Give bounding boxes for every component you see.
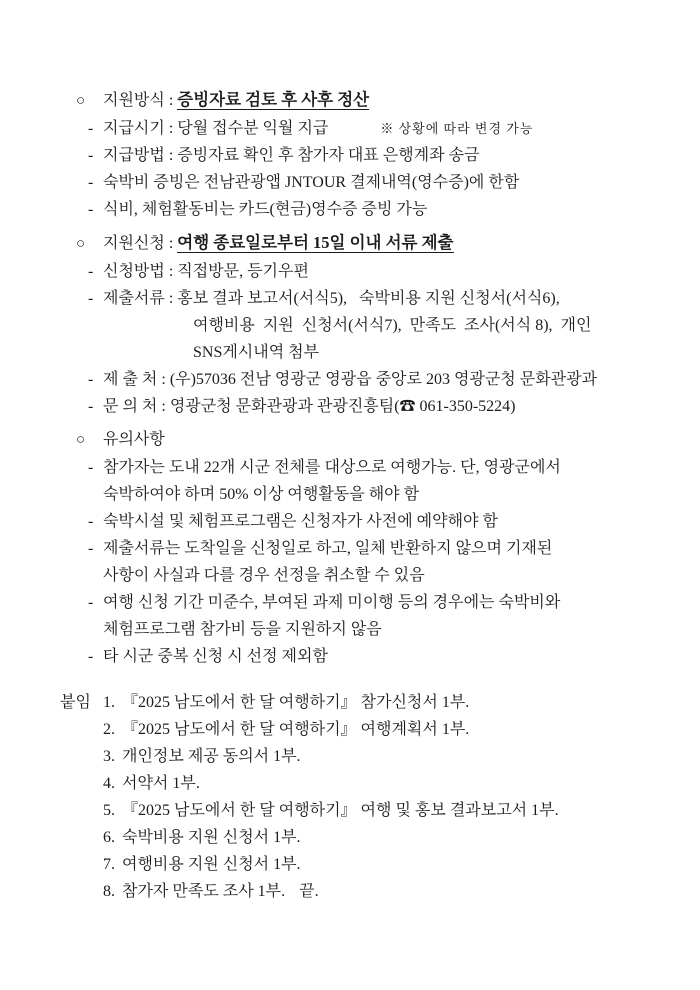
attachment-number: 2. — [103, 721, 115, 738]
section-heading-notes — [76, 426, 700, 454]
list-item-meal-proof — [88, 196, 700, 223]
continuation-line — [103, 562, 700, 589]
attachment-text: 『2025 남도에서 한 달 여행하기』 여행계획서 1부. — [122, 721, 470, 738]
continuation-line — [103, 616, 700, 643]
section-notes-label: 유의사항 — [103, 431, 165, 448]
document-end-mark: 끝. — [299, 883, 319, 900]
attachment-text: 『2025 남도에서 한 달 여행하기』 참가신청서 1부. — [122, 694, 470, 711]
section-heading-method — [76, 86, 700, 115]
continuation-line — [103, 481, 700, 508]
section-apply-emphasis: 여행 종료일로부터 15일 이내 서류 제출 — [177, 233, 454, 252]
list-item-text: 식비, 체험활동비는 카드(현금)영수증 증빙 가능 — [103, 201, 428, 218]
list-item-text: 숙박시설 및 체험프로그램은 신청자가 사전에 예약해야 함 — [103, 513, 498, 530]
dash-bullet: - — [88, 513, 94, 530]
list-item-text: 여행비용 지원 신청서(서식7), 만족도 조사(서식 8), 개인 — [193, 317, 592, 334]
section-method-label: 지원방식 : — [103, 92, 178, 109]
circle-bullet-icon: ○ — [76, 432, 86, 448]
list-item-submit-address — [88, 366, 700, 393]
attachment-number: 1. — [103, 694, 115, 711]
list-item-apply-method — [88, 258, 700, 285]
dash-bullet: - — [88, 201, 94, 218]
list-item-contact — [88, 393, 700, 420]
list-item-lodging-proof — [88, 169, 700, 196]
list-item-reservation — [88, 508, 700, 535]
list-item-text: 여행 신청 기간 미준수, 부여된 과제 미이행 등의 경우에는 숙박비와 — [103, 594, 561, 611]
attachment-item — [103, 797, 700, 824]
document-content — [0, 86, 700, 905]
section-apply-label: 지원신청 : — [103, 235, 178, 252]
dash-bullet: - — [88, 398, 94, 415]
change-note: ※ 상황에 따라 변경 가능 — [380, 121, 534, 136]
attachment-text: 『2025 남도에서 한 달 여행하기』 여행 및 홍보 결과보고서 1부. — [122, 802, 559, 819]
list-item-text: 숙박하여야 하며 50% 이상 여행활동을 해야 함 — [103, 486, 420, 503]
continuation-line — [193, 339, 700, 366]
list-item-travel-scope — [88, 454, 700, 481]
attachment-item — [103, 878, 700, 905]
list-item-payment-method — [88, 142, 700, 169]
list-item-text: 제출서류 : 홍보 결과 보고서(서식5), 숙박비용 지원 신청서(서식6), — [103, 290, 560, 307]
attachment-number: 7. — [103, 856, 115, 873]
attachment-item — [103, 824, 700, 851]
attachment-number: 3. — [103, 748, 115, 765]
list-item-text: 문 의 처 : 영광군청 문화관광과 관광진흥팀(☎ 061-350-5224) — [103, 398, 516, 415]
list-item-documents — [88, 285, 700, 312]
attachment-number: 8. — [103, 883, 115, 900]
circle-bullet-icon: ○ — [76, 93, 86, 109]
attachments-label: 붙임 — [60, 694, 91, 711]
attachment-text: 숙박비용 지원 신청서 1부. — [122, 829, 301, 846]
list-item-text: 참가자는 도내 22개 시군 전체를 대상으로 여행가능. 단, 영광군에서 — [103, 459, 561, 476]
dash-bullet: - — [88, 290, 94, 307]
dash-bullet: - — [88, 594, 94, 611]
list-item-text: 체험프로그램 참가비 등을 지원하지 않음 — [103, 621, 382, 638]
attachment-text: 참가자 만족도 조사 1부. — [122, 883, 286, 900]
list-item-duplicate-exclusion — [88, 643, 700, 670]
dash-bullet: - — [88, 174, 94, 191]
list-item-payment-timing — [88, 115, 700, 142]
attachments-block — [0, 689, 700, 905]
list-item-no-return — [88, 535, 700, 562]
attachment-number: 5. — [103, 802, 115, 819]
circle-bullet-icon: ○ — [76, 236, 86, 252]
dash-bullet: - — [88, 648, 94, 665]
list-item-text: SNS게시내역 첨부 — [193, 344, 320, 361]
attachment-item — [103, 851, 700, 878]
section-heading-apply — [76, 229, 700, 258]
attachment-number: 6. — [103, 829, 115, 846]
list-item-noncompliance — [88, 589, 700, 616]
attachment-item — [103, 770, 700, 797]
dash-bullet: - — [88, 540, 94, 557]
dash-bullet: - — [88, 147, 94, 164]
attachment-item — [103, 743, 700, 770]
list-item-text: 신청방법 : 직접방문, 등기우편 — [103, 263, 309, 280]
list-item-text: 숙박비 증빙은 전남관광앱 JNTOUR 결제내역(영수증)에 한함 — [103, 174, 520, 191]
list-item-text: 타 시군 중복 신청 시 선정 제외함 — [103, 648, 328, 665]
attachment-item — [60, 689, 700, 716]
attachment-text: 개인정보 제공 동의서 1부. — [122, 748, 301, 765]
continuation-line — [193, 312, 700, 339]
attachment-text: 여행비용 지원 신청서 1부. — [122, 856, 301, 873]
attachment-number: 4. — [103, 775, 115, 792]
list-item-text: 지급방법 : 증빙자료 확인 후 참가자 대표 은행계좌 송금 — [103, 147, 480, 164]
dash-bullet: - — [88, 459, 94, 476]
list-item-text: 제출서류는 도착일을 신청일로 하고, 일체 반환하지 않으며 기재된 — [103, 540, 553, 557]
dash-bullet: - — [88, 120, 94, 137]
list-item-text: 제 출 처 : (우)57036 전남 영광군 영광읍 중앙로 203 영광군청 문화관광과 — [103, 371, 598, 388]
dash-bullet: - — [88, 263, 94, 280]
dash-bullet: - — [88, 371, 94, 388]
list-item-text: 사항이 사실과 다를 경우 선정을 취소할 수 있음 — [103, 567, 425, 584]
attachment-text: 서약서 1부. — [122, 775, 200, 792]
section-method-emphasis: 증빙자료 검토 후 사후 정산 — [177, 90, 370, 109]
list-item-text: 지급시기 : 당월 접수분 익월 지급 — [103, 120, 329, 137]
attachment-item — [103, 716, 700, 743]
